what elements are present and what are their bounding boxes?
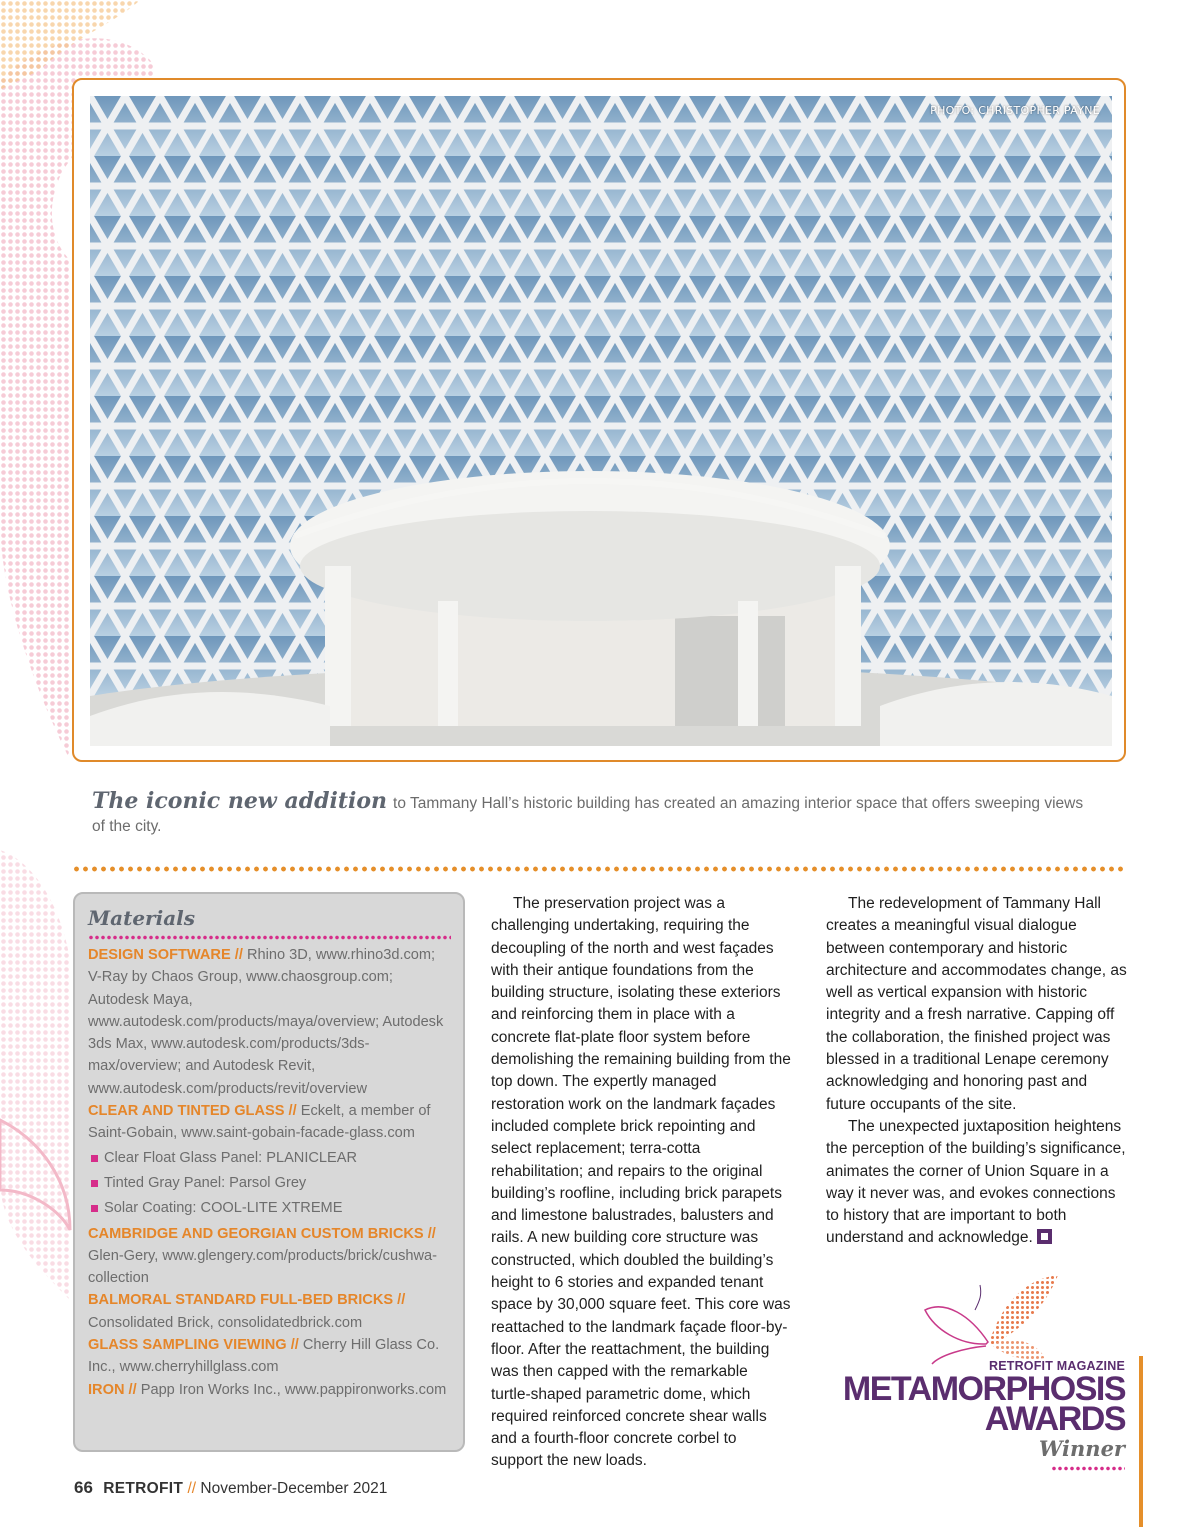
photo-credit: PHOTO: CHRISTOPHER PAYNE xyxy=(930,104,1100,117)
materials-text: Papp Iron Works Inc., www.pappironworks.com xyxy=(140,1381,447,1398)
materials-category: BALMORAL STANDARD FULL-BED BRICKS xyxy=(88,1292,394,1309)
award-name-line2: AWARDS xyxy=(984,1400,1125,1438)
footer-separator: // xyxy=(187,1480,197,1497)
materials-item xyxy=(88,1379,451,1401)
page-edge-bar xyxy=(1139,1356,1143,1527)
materials-separator: // xyxy=(234,947,243,963)
magazine-brand: RETROFIT xyxy=(103,1480,184,1497)
materials-item xyxy=(88,1223,451,1290)
glass-bullet: Tinted Gray Panel: Parsol Grey xyxy=(88,1172,451,1194)
photo-caption xyxy=(92,790,1092,838)
photo-frame xyxy=(72,78,1126,762)
materials-item xyxy=(88,944,451,1100)
materials-category: GLASS SAMPLING VIEWING xyxy=(88,1337,287,1354)
materials-category: IRON xyxy=(88,1381,125,1398)
materials-text: Eckelt, a member of Saint-Gobain, www.saint-gobain-facade-glass.com xyxy=(88,1103,431,1142)
materials-category: CAMBRIDGE AND GEORGIAN CUSTOM BRICKS xyxy=(88,1225,424,1242)
materials-item xyxy=(88,1289,451,1334)
materials-sidebar xyxy=(73,892,465,1452)
butterfly-icon xyxy=(920,1270,1060,1365)
materials-text: Consolidated Brick, consolidatedbrick.com xyxy=(88,1314,363,1331)
page-number: 66 xyxy=(74,1478,93,1497)
materials-separator: // xyxy=(288,1103,297,1120)
glass-bullet-list xyxy=(88,1147,451,1220)
caption-text: to Tammany Hall’s historic building has created an amazing interior space that offers sweeping views of the city. xyxy=(92,795,1084,835)
issue-date: November-December 2021 xyxy=(200,1480,388,1497)
article-column-middle xyxy=(491,893,791,1473)
article-paragraph: The preservation project was a challenging undertaking, requiring the decoupling of the north and west façades with their antique foundations from the building structure, isolating these exteriors and reinforcing them in place with a concrete flat-plate floor system before demolishing the remaining building from the top down. The expertly managed restoration work on the landmark façades included complete brick repointing and select replacement; terra-cotta rehabilitation; and repairs to the original building’s roofline, including brick parapets and limestone balustrades, balusters and rails. A new building core structure was constructed, which doubled the building’s height to 6 stories and expanded tenant space by 30,000 square feet. This core was reattached to the landmark façade floor-by-floor. After the reattachment, the building was then capped with the remarkable turtle-shaped parametric dome, which required reinforced concrete shear walls and a fourth-floor concrete corbel to support the new loads. xyxy=(491,895,791,1470)
materials-separator: // xyxy=(397,1292,406,1309)
glass-bullet: Solar Coating: COOL-LITE XTREME xyxy=(88,1197,451,1219)
end-of-article-icon xyxy=(1037,1229,1052,1244)
page-footer xyxy=(74,1478,387,1498)
materials-separator: // xyxy=(290,1337,299,1354)
materials-category: CLEAR AND TINTED GLASS xyxy=(88,1103,285,1120)
materials-separator: // xyxy=(128,1381,137,1398)
metamorphosis-award-badge xyxy=(842,1270,1135,1480)
award-magazine-label: RETROFIT MAGAZINE xyxy=(988,1359,1125,1373)
article-paragraph-last xyxy=(826,1116,1130,1250)
dotted-divider xyxy=(72,866,1124,872)
article-column-right xyxy=(826,893,1130,1250)
materials-text: Cherry Hill Glass Co. Inc., www.cherryhillglass.com xyxy=(88,1337,440,1376)
dome-photo xyxy=(90,96,1112,746)
materials-title: Materials xyxy=(88,906,196,930)
article-paragraph: The redevelopment of Tammany Hall creates a meaningful visual dialogue between contemporary and historic architecture and accommodates change, as well as vertical expansion with historic integrity and a fresh narrative. Capping off the collaboration, the finished project was blessed in a traditional Lenape ceremony acknowledging and honoring past and future occupants of the site. xyxy=(826,895,1127,1113)
materials-text: Rhino 3D, www.rhino3d.com; V-Ray by Chaos Group, www.chaosgroup.com; Autodesk Maya, www.autodesk.com/products/maya/overview; Autodesk 3ds Max, www.autodesk.com/products/3ds-max/overview; and Autodesk Revit, www.autodesk.com/products/revit/overview xyxy=(88,947,444,1097)
award-divider xyxy=(1051,1466,1125,1471)
award-status: Winner xyxy=(1038,1436,1125,1461)
materials-category: DESIGN SOFTWARE xyxy=(88,947,231,963)
caption-lead: The iconic new addition xyxy=(92,788,388,814)
article-paragraph-text: The unexpected juxtaposition heightens the perception of the building’s significance, animates the corner of Union Square in a way it never was, and evokes connections to history that are important to both understand and acknowledge. xyxy=(826,1117,1126,1247)
glass-bullet: Clear Float Glass Panel: PLANICLEAR xyxy=(88,1147,451,1169)
materials-item xyxy=(88,1100,451,1145)
materials-divider xyxy=(88,935,451,940)
materials-text: Glen-Gery, www.glengery.com/products/brick/cushwa-collection xyxy=(88,1247,438,1287)
materials-item xyxy=(88,1334,451,1379)
award-name-line1: METAMORPHOSIS xyxy=(842,1370,1125,1408)
materials-separator: // xyxy=(427,1225,436,1242)
